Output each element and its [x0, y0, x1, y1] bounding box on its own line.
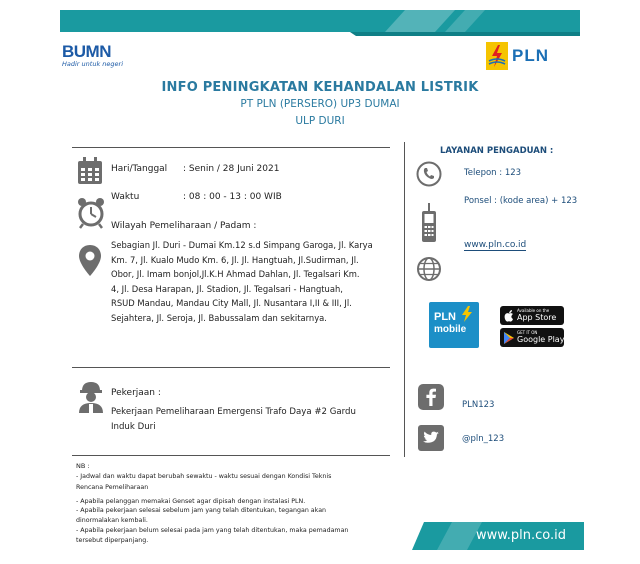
notes [76, 461, 406, 546]
google-play-badge[interactable] [500, 328, 564, 347]
left-divider-bottom [72, 455, 390, 456]
mobile-phone-icon [421, 203, 437, 243]
pln-mobile-app-icon[interactable] [429, 302, 479, 348]
play-store-icon [504, 332, 514, 344]
facebook-handle[interactable]: PLN123 [462, 400, 495, 410]
phone-number: Telepon : 123 [464, 168, 522, 178]
pln-logo-text: PLN [512, 46, 549, 65]
top-banner [60, 10, 580, 40]
app-store-big: App Store [517, 313, 557, 322]
phone-icon [416, 161, 442, 187]
notes-line: - Jadwal dan waktu dapat berubah sewaktu - waktu sesuai dengan Kondisi Teknis [76, 473, 332, 480]
notes-line: - Apabila pelanggan memakai Genset agar dipisah dengan instalasi PLN. [76, 498, 306, 505]
page-subtitle-unit: ULP DURI [295, 115, 345, 127]
area-line: Obor, Jl. Imam bonjol,Jl.K.H Ahmad Dahlan, Jl. Tegalsari Km. [111, 269, 360, 279]
area-line: Km. 7, Jl. Kualo Mudo Km. 6, Jl. Jl. Hangtuah, Jl.Sudirman, Jl. [111, 254, 359, 265]
area-line: Sebagian Jl. Duri - Dumai Km.12 s.d Simpang Garoga, Jl. Karya [111, 240, 373, 250]
bumn-tagline: Hadir untuk negeri [62, 60, 124, 68]
twitter-icon[interactable] [418, 425, 444, 451]
pln-logo-icon [486, 42, 508, 70]
work-line: Induk Duri [111, 422, 156, 432]
location-pin-icon [78, 244, 102, 278]
app-store-small: Available on the [517, 308, 550, 313]
left-divider-mid [72, 367, 390, 368]
work-description [111, 405, 401, 435]
area-list [111, 238, 401, 325]
website-link[interactable]: www.pln.co.id [464, 240, 527, 250]
footer-url[interactable]: www.pln.co.id [476, 528, 566, 543]
twitter-handle[interactable]: @pln_123 [462, 434, 505, 444]
column-divider [404, 142, 405, 457]
google-play-big: Google Play [517, 335, 565, 344]
area-label: Wilayah Pemeliharaan / Padam : [111, 221, 257, 231]
time-label: Waktu [111, 192, 140, 202]
work-line: Pekerjaan Pemeliharaan Emergensi Trafo Daya #2 Gardu [111, 407, 356, 417]
notes-line: Rencana Pemeliharaan [76, 484, 149, 491]
bumn-logo [62, 42, 142, 68]
page-title: INFO PENINGKATAN KEHANDALAN LISTRIK [161, 80, 479, 95]
apple-icon [504, 310, 514, 322]
notes-line: - Apabila pekerjaan selesai sebelum jam yang telah ditentukan, tegangan akan [76, 507, 327, 514]
date-value: : Senin / 28 Juni 2021 [183, 164, 280, 174]
pln-mobile-name: PLN [434, 311, 456, 323]
left-divider-top [72, 147, 390, 148]
pln-logo [486, 42, 576, 70]
time-value: : 08 : 00 - 13 : 00 WIB [183, 192, 282, 202]
calendar-icon [76, 156, 104, 186]
worker-icon [77, 380, 105, 414]
pln-mobile-subname: mobile [434, 324, 467, 335]
area-line: 4, Jl. Desa Harapan, Jl. Stadion, Jl. Tegalsari - Hangtuah, [111, 283, 343, 294]
notes-line: tersebut diperpanjang. [76, 537, 149, 544]
complaints-title: LAYANAN PENGADUAN : [440, 146, 554, 156]
notes-line: - Apabila pekerjaan belum selesai pada jam yang telah ditentukan, maka pemadaman [76, 527, 349, 534]
google-play-small: GET IT ON [517, 330, 538, 335]
page-subtitle: PT PLN (PERSERO) UP3 DUMAI [240, 98, 400, 110]
mobile-number: Ponsel : (kode area) + 123 [464, 196, 578, 206]
lightning-icon [461, 306, 473, 322]
facebook-icon[interactable] [418, 384, 444, 410]
date-label: Hari/Tanggal [111, 164, 168, 174]
globe-icon [416, 256, 442, 282]
alarm-clock-icon [76, 196, 106, 230]
app-store-badge[interactable] [500, 306, 564, 325]
area-line: RSUD Mandau, Mandau City Mall, Jl. Nusantara I,II & III, Jl. [111, 298, 352, 308]
bumn-logo-text: BUMN [62, 42, 111, 61]
area-line: Sejahtera, Jl. Seroja, Jl. Babussalam dan sekitarnya. [111, 312, 327, 323]
work-label: Pekerjaan : [111, 388, 161, 398]
notes-label: NB : [76, 462, 90, 470]
notes-line: dinormalakan kembali. [76, 517, 148, 524]
